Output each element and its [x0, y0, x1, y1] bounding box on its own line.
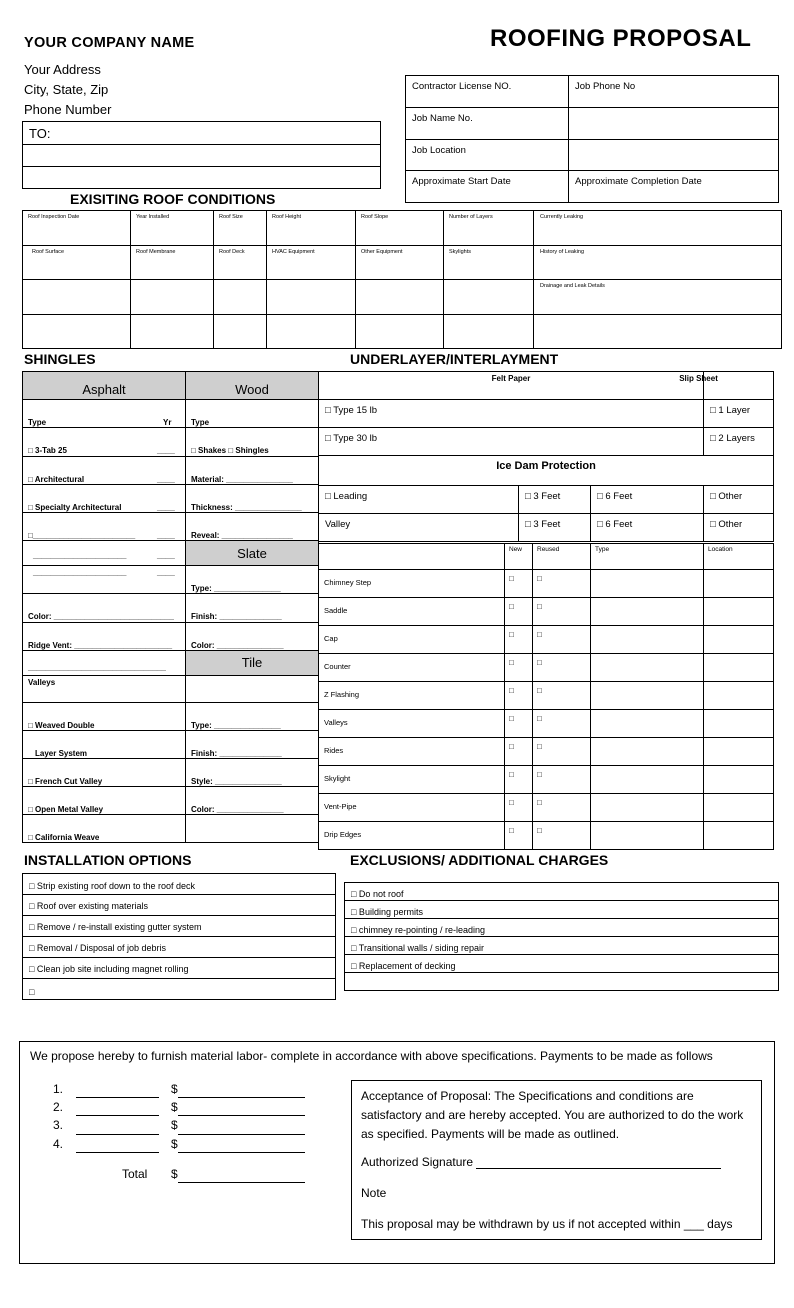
slate-finish-field[interactable]: Finish: ______________: [191, 612, 282, 621]
exclusions-title: EXCLUSIONS/ ADDITIONAL CHARGES: [350, 852, 609, 868]
new-header: New: [509, 546, 523, 553]
tile-finish-field[interactable]: Finish: ______________: [191, 749, 282, 758]
roof-surface[interactable]: Roof Surface: [32, 249, 65, 255]
signature-line[interactable]: [476, 1157, 721, 1169]
flashing-table: [318, 543, 774, 850]
location-header: Location: [708, 546, 733, 553]
type-15-checkbox[interactable]: □ Type 15 lb: [325, 405, 378, 416]
california-weave-checkbox[interactable]: □ California Weave: [28, 833, 100, 842]
shingles-table: Asphalt Wood Type Yr Type □ 3-Tab 25 ____ □ Shakes □ Shingles □ Architectural ____ Material: _______________ □ Specialty Architectural ____ Thickness: _______________ □_______________________ ____ Reveal: ________________ _____________________ ____ Slate _____________________ ____ Type: _______________ Color: ___________________________ Finish: ______________ Ridge Vent: ______________________ Color: _______________ _______________________________ Tile Valleys □ Weaved Double Type: _______________ Layer System Finish: ______________ □ French Cut Valley Style: _______________ □ Open Metal Valley Color: _______________ □ California Weave: [22, 371, 319, 843]
ridge-vent-field[interactable]: Ridge Vent: ______________________: [28, 641, 173, 650]
total-label: Total: [122, 1166, 148, 1181]
hvac-equipment[interactable]: HVAC Equipment: [272, 249, 315, 255]
roof-over-checkbox[interactable]: □ Roof over existing materials: [29, 901, 148, 911]
job-info-table: [405, 75, 779, 203]
company-phone: Phone Number: [24, 102, 112, 117]
flashing-item: Valleys: [324, 718, 348, 727]
roof-conditions-title: EXISITING ROOF CONDITIONS: [70, 191, 276, 207]
other-equipment[interactable]: Other Equipment: [361, 249, 403, 255]
installation-title: INSTALLATION OPTIONS: [24, 852, 192, 868]
wood-type-label: Type: [191, 418, 210, 427]
clean-site-checkbox[interactable]: □ Clean job site including magnet rolling: [29, 964, 189, 974]
architectural-checkbox[interactable]: □ Architectural: [28, 475, 85, 484]
new-checkbox[interactable]: □: [509, 826, 514, 835]
underlayment-table: [318, 371, 774, 542]
debris-checkbox[interactable]: □ Removal / Disposal of job debris: [29, 943, 166, 953]
valley-other-checkbox[interactable]: □ Other: [710, 519, 743, 530]
reused-checkbox[interactable]: □: [537, 686, 542, 695]
slate-type-field[interactable]: Type: _______________: [191, 584, 281, 593]
slip-sheet-header: Slip Sheet: [679, 374, 718, 383]
new-checkbox[interactable]: □: [509, 658, 514, 667]
tile-header: Tile: [241, 655, 263, 670]
one-layer-checkbox[interactable]: □ 1 Layer: [710, 405, 751, 416]
valley-3ft-checkbox[interactable]: □ 3 Feet: [525, 519, 561, 530]
flashing-item: Rides: [324, 746, 344, 755]
wood-material-field[interactable]: Material: _______________: [191, 475, 293, 484]
roof-inspection-date[interactable]: Roof Inspection Date: [28, 214, 80, 220]
do-not-roof-checkbox[interactable]: □ Do not roof: [351, 889, 404, 899]
company-name: YOUR COMPANY NAME: [24, 35, 195, 51]
contractor-license-field[interactable]: Contractor License NO.: [412, 81, 512, 92]
valleys-label: Valleys: [28, 678, 56, 687]
new-checkbox[interactable]: □: [509, 770, 514, 779]
flashing-item: Counter: [324, 662, 351, 671]
asphalt-type-label: Type: [28, 418, 47, 427]
note-label: Note: [361, 1186, 387, 1200]
new-checkbox[interactable]: □: [509, 686, 514, 695]
reused-checkbox[interactable]: □: [537, 798, 542, 807]
decking-checkbox[interactable]: □ Replacement of decking: [351, 961, 456, 971]
leading-other-checkbox[interactable]: □ Other: [710, 491, 743, 502]
tile-style-field[interactable]: Style: _______________: [191, 777, 282, 786]
skylights[interactable]: Skylights: [449, 249, 472, 255]
type-header: Type: [595, 546, 610, 553]
new-checkbox[interactable]: □: [509, 742, 514, 751]
installation-other-checkbox[interactable]: □: [29, 987, 35, 997]
weaved-double-checkbox[interactable]: □ Weaved Double: [28, 721, 95, 730]
wood-header: Wood: [235, 382, 269, 397]
tile-type-field[interactable]: Type: _______________: [191, 721, 281, 730]
currently-leaking[interactable]: Currently Leaking: [540, 214, 584, 220]
job-location-value[interactable]: [569, 140, 779, 171]
page-title: ROOFING PROPOSAL: [490, 25, 752, 52]
leading-3ft-checkbox[interactable]: □ 3 Feet: [525, 491, 561, 502]
signature-label: Authorized Signature: [361, 1155, 474, 1169]
total-amount[interactable]: [178, 1171, 305, 1183]
to-label: TO:: [29, 126, 51, 141]
job-phone-field[interactable]: Job Phone No: [575, 81, 636, 92]
exclusions-blank-row[interactable]: [345, 973, 779, 991]
history-of-leaking[interactable]: History of Leaking: [540, 249, 585, 255]
flashing-item: Vent-Pipe: [324, 802, 357, 811]
asphalt-header: Asphalt: [82, 382, 126, 397]
payment-schedule: 1. $ 2. $ 3. $ 4. $ Total $: [53, 1080, 305, 1183]
reused-checkbox[interactable]: □: [537, 574, 542, 583]
reused-header: Reused: [537, 546, 560, 553]
roof-conditions-table: [22, 210, 782, 349]
completion-date-field[interactable]: Approximate Completion Date: [575, 176, 702, 187]
new-checkbox[interactable]: □: [509, 798, 514, 807]
acceptance-box: [351, 1080, 762, 1240]
to-box: [22, 121, 381, 189]
roof-height[interactable]: Roof Height: [272, 214, 302, 220]
new-checkbox[interactable]: □: [509, 602, 514, 611]
flashing-item: Cap: [324, 634, 338, 643]
asphalt-color-field[interactable]: Color: ___________________________: [28, 612, 174, 621]
start-date-field[interactable]: Approximate Start Date: [412, 176, 511, 187]
reused-checkbox[interactable]: □: [537, 602, 542, 611]
company-city: City, State, Zip: [24, 82, 109, 97]
acceptance-text: Acceptance of Proposal: The Specifications and conditions are satisfactory and are hereby accepted. You are authorized to do the work as specified. Payments will be made as outlined.: [361, 1089, 744, 1141]
leading-checkbox[interactable]: □ Leading: [325, 491, 368, 502]
three-tab-checkbox[interactable]: □ 3-Tab 25: [28, 446, 67, 455]
roof-deck[interactable]: Roof Deck: [219, 249, 245, 255]
valley-6ft-checkbox[interactable]: □ 6 Feet: [597, 519, 633, 530]
french-cut-valley-checkbox[interactable]: □ French Cut Valley: [28, 777, 103, 786]
flashing-item: Saddle: [324, 606, 348, 615]
payment-amount-1[interactable]: [178, 1086, 305, 1098]
open-metal-valley-checkbox[interactable]: □ Open Metal Valley: [28, 805, 104, 814]
to-line-3[interactable]: [23, 167, 381, 189]
slate-header: Slate: [237, 546, 267, 561]
to-line-2[interactable]: [23, 145, 381, 167]
strip-roof-checkbox[interactable]: □ Strip existing roof down to the roof deck: [29, 881, 196, 891]
chimney-checkbox[interactable]: □ chimney re-pointing / re-leading: [351, 925, 486, 935]
leading-6ft-checkbox[interactable]: □ 6 Feet: [597, 491, 633, 502]
roof-size[interactable]: Roof Size: [219, 214, 243, 220]
reused-checkbox[interactable]: □: [537, 742, 542, 751]
reused-checkbox[interactable]: □: [537, 658, 542, 667]
flashing-item: Skylight: [324, 774, 351, 783]
drainage-leak-details[interactable]: Drainage and Leak Details: [540, 283, 605, 289]
valley-label: Valley: [325, 519, 351, 530]
job-name-field[interactable]: Job Name No.: [412, 113, 473, 124]
payment-box: [19, 1041, 775, 1264]
transitional-walls-checkbox[interactable]: □ Transitional walls / siding repair: [351, 943, 484, 953]
reused-checkbox[interactable]: □: [537, 770, 542, 779]
job-name-value[interactable]: [569, 108, 779, 140]
wood-reveal-field[interactable]: Reveal: ________________: [191, 531, 293, 540]
new-checkbox[interactable]: □: [509, 630, 514, 639]
exclusions-table: [344, 882, 779, 991]
ice-dam-header: Ice Dam Protection: [496, 460, 596, 472]
asphalt-other-checkbox[interactable]: □_______________________: [28, 531, 136, 540]
asphalt-yr-label: Yr: [163, 418, 172, 427]
job-location-field[interactable]: Job Location: [412, 145, 466, 156]
withdraw-text: This proposal may be withdrawn by us if not accepted within ___ days: [361, 1217, 733, 1231]
reused-checkbox[interactable]: □: [537, 714, 542, 723]
slate-color-field[interactable]: Color: _______________: [191, 641, 284, 650]
new-checkbox[interactable]: □: [509, 714, 514, 723]
reused-checkbox[interactable]: □: [537, 630, 542, 639]
gutter-checkbox[interactable]: □ Remove / re-install existing gutter system: [29, 922, 202, 932]
company-address: Your Address: [24, 62, 101, 77]
specialty-architectural-checkbox[interactable]: □ Specialty Architectural: [28, 503, 122, 512]
roof-membrane[interactable]: Roof Membrane: [136, 249, 176, 255]
new-checkbox[interactable]: □: [509, 574, 514, 583]
type-30-checkbox[interactable]: □ Type 30 lb: [325, 433, 378, 444]
building-permits-checkbox[interactable]: □ Building permits: [351, 907, 423, 917]
shingles-title: SHINGLES: [24, 351, 96, 367]
flashing-item: Z Flashing: [324, 690, 360, 699]
payment-amount-3[interactable]: [178, 1123, 305, 1135]
year-installed[interactable]: Year Installed: [136, 214, 170, 220]
payment-amount-2[interactable]: [178, 1104, 305, 1116]
underlayment-title: UNDERLAYER/INTERLAYMENT: [350, 351, 559, 367]
wood-thickness-field[interactable]: Thickness: _______________: [191, 503, 302, 512]
roof-slope[interactable]: Roof Slope: [361, 214, 389, 220]
flashing-item: Chimney Step: [324, 578, 372, 587]
installation-table: [22, 873, 336, 1000]
payment-intro: We propose hereby to furnish material labor- complete in accordance with above specifications. Payments to be made as follows: [30, 1049, 713, 1063]
tile-color-field[interactable]: Color: _______________: [191, 805, 284, 814]
two-layers-checkbox[interactable]: □ 2 Layers: [710, 433, 755, 444]
felt-paper-header: Felt Paper: [491, 374, 531, 383]
number-of-layers[interactable]: Number of Layers: [449, 214, 493, 220]
payment-amount-4[interactable]: [178, 1141, 305, 1153]
reused-checkbox[interactable]: □: [537, 826, 542, 835]
layer-system-label: Layer System: [35, 749, 88, 758]
flashing-item: Drip Edges: [324, 830, 362, 839]
shakes-shingles-checkbox[interactable]: □ Shakes □ Shingles: [191, 446, 269, 455]
